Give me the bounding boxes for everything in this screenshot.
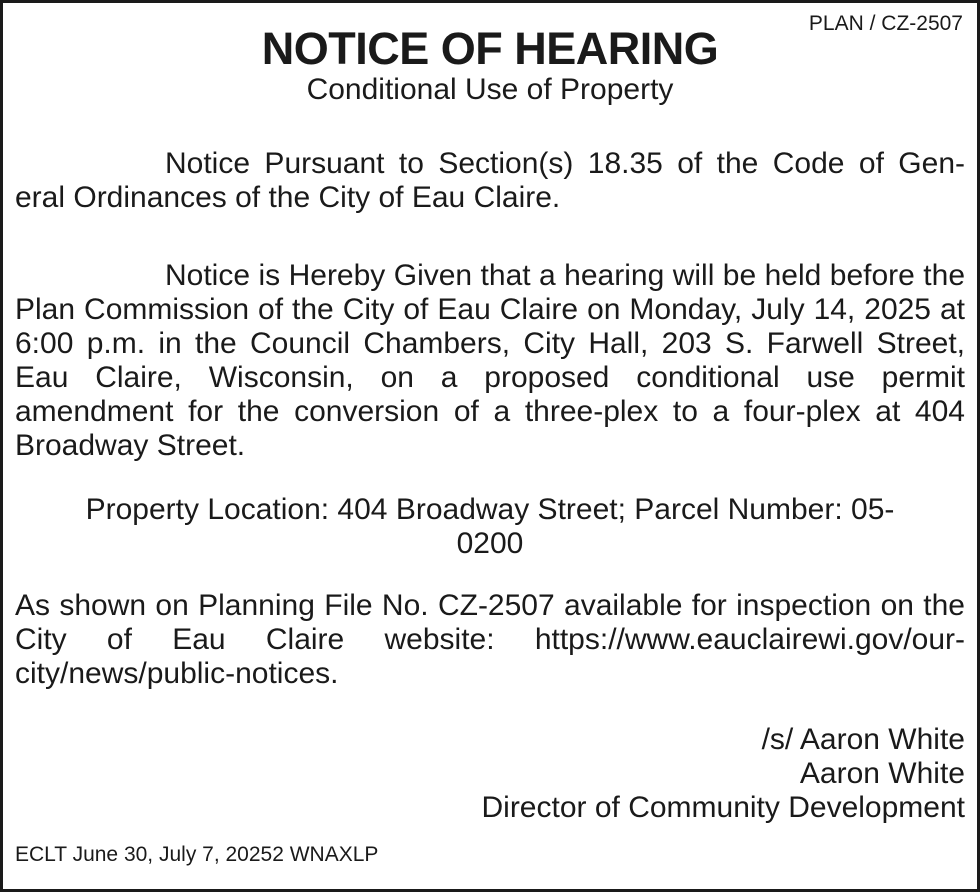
statute-line-2: eral Ordinances of the City of Eau Claire.	[15, 181, 561, 214]
notice-title: NOTICE OF HEARING	[261, 23, 719, 74]
planning-file-paragraph: As shown on Planning File No. CZ-2507 available for inspection on the City of Eau Claire website: https://www.eauclairewi.gov/our-city/news/public-notices.	[15, 589, 965, 690]
property-location-line-1: Property Location: 404 Broadway Street; Parcel Number: 05-	[85, 493, 895, 526]
property-location	[15, 493, 965, 561]
signer-name: Aaron White	[799, 757, 965, 790]
statute-paragraph	[15, 147, 965, 215]
statute-line-1: Notice Pursuant to Section(s) 18.35 of the Code of Gen-	[165, 147, 965, 180]
signer-title: Director of Community Development	[481, 791, 965, 824]
hearing-paragraph: Notice is Hereby Given that a hearing will be held before the Plan Commission of the City of Eau Claire on Monday, July 14, 2025 at 6:00 p.m. in the Council Chambers, City Hall, 203 S. Farwell Street, Eau Claire, Wisconsin, on a proposed conditional use permit amendment for the conversion of a three-plex to a four-plex at 404 Broadway Street.	[15, 259, 965, 462]
signature-block	[15, 723, 965, 825]
file-reference: PLAN / CZ-2507	[808, 12, 963, 35]
publication-line: ECLT June 30, July 7, 20252 WNAXLP	[15, 843, 379, 866]
signature-line: /s/ Aaron White	[761, 723, 965, 756]
property-location-line-2: 0200	[456, 527, 524, 560]
notice-subtitle: Conditional Use of Property	[306, 73, 674, 106]
